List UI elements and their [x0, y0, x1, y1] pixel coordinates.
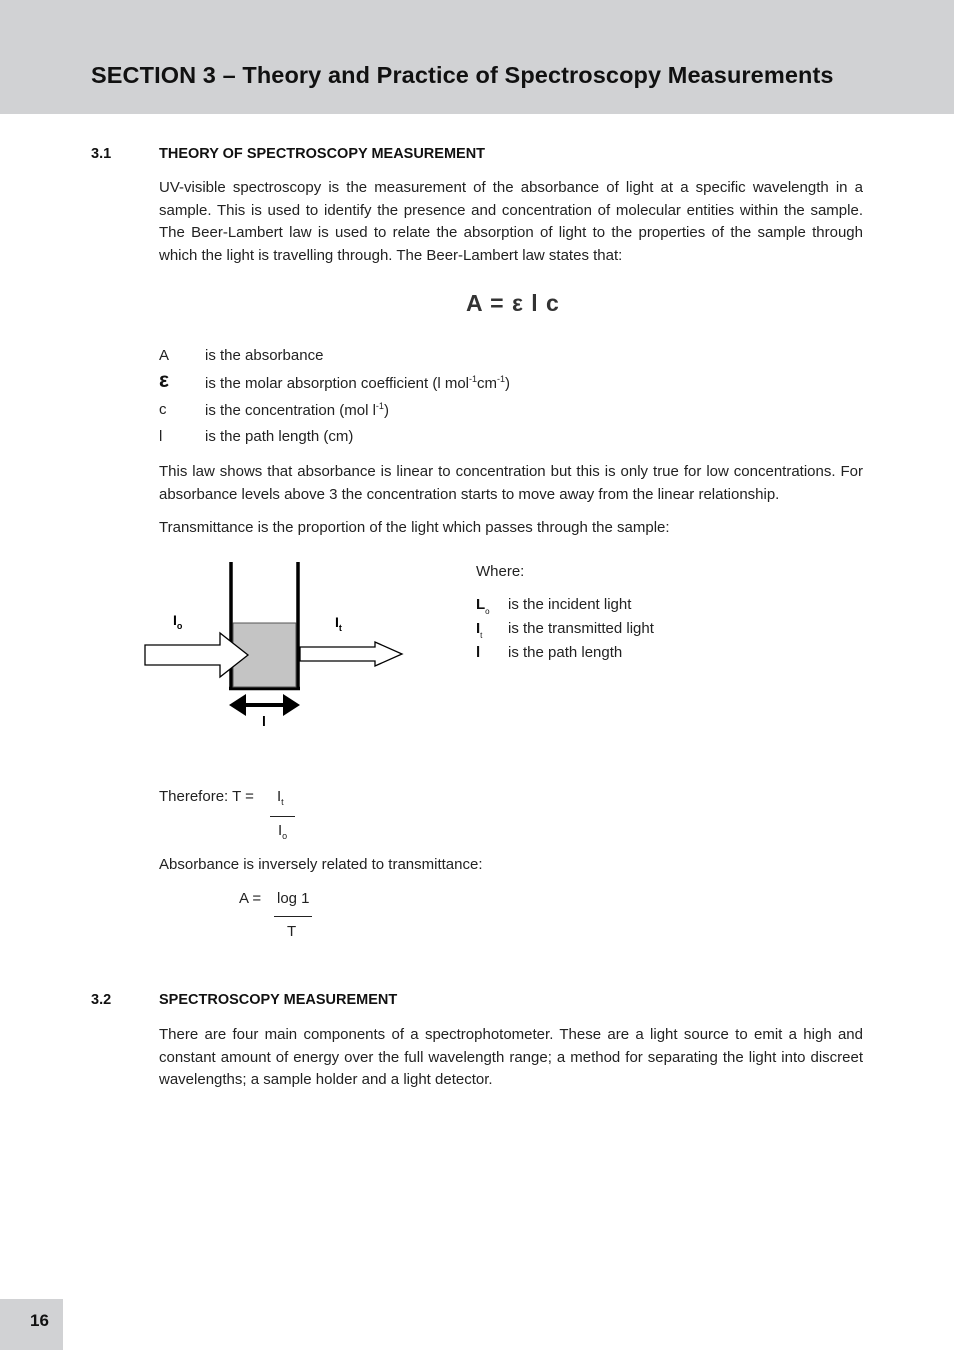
transmittance-denominator: $I_o$ [278, 822, 288, 841]
def-symbol-epsilon: ε [159, 369, 169, 392]
cuvette-diagram [140, 560, 420, 735]
transmittance-fraction-line [270, 816, 295, 817]
transmitted-label: $I_t$ [335, 614, 342, 633]
def-symbol-absorbance: A [159, 347, 170, 364]
beer-lambert-formula: A = ε l c [466, 290, 560, 316]
incident-label: $I_o$ [173, 612, 183, 631]
absorbance-denominator: T [287, 923, 297, 940]
section-3-2-body: There are four main components of a spectrophotometer. These are a light source to emit a high and constant amount of energy over the full wavelength range; a method for separating the light into discreet wavelengths; a sample holder and a light detector. [159, 1026, 863, 1089]
path-length-arrowhead-left [229, 694, 246, 716]
section-3-2-number: 3.2 [91, 992, 112, 1008]
legend-where: Where: [476, 563, 525, 580]
legend-symbol-transmitted: $I_t$ [476, 620, 483, 640]
page-number: 16 [30, 1311, 49, 1330]
def-text-path-length: is the path length (cm) [205, 428, 354, 445]
transmittance-intro: Transmittance is the proportion of the light which passes through the sample: [159, 519, 670, 536]
def-text-concentration: is the concentration (mol $l^{-1}$) [205, 401, 389, 419]
path-length-arrowhead-right [283, 694, 300, 716]
legend-text-incident: is the incident light [508, 596, 632, 613]
def-symbol-path-length: l [159, 428, 163, 445]
absorbance-numerator: log 1 [277, 890, 310, 907]
section-3-1-heading: THEORY OF SPECTROSCOPY MEASUREMENT [159, 146, 486, 162]
section-title: SECTION 3 – Theory and Practice of Spectroscopy Measurements [91, 62, 834, 88]
intro-paragraph: UV-visible spectroscopy is the measurement of the absorbance of light at a specific wavelength in a sample. This is used to identify the presence and concentration of molecular entities within the sample. The Beer-Lambert law is used to relate the absorption of light to the properties of the sample through which the light is travelling through. The Beer-Lambert law states that: [159, 179, 863, 264]
legend-text-path: is the path length [508, 644, 623, 661]
header-band [0, 0, 954, 114]
def-text-molar-coefficient: is the molar absorption coefficient (l $mol^{-1}cm^{-1}$) [205, 374, 511, 392]
linearity-note: This law shows that absorbance is linear to concentration but this is only true for low concentrations. For absorbance levels above 3 the concentration starts to move away from the linear relationship. [159, 463, 863, 503]
section-3-1-number: 3.1 [91, 146, 112, 162]
legend-symbol-incident: $L_o$ [476, 596, 490, 616]
absorbance-intro: Absorbance is inversely related to transmittance: [159, 856, 483, 873]
transmitted-light-arrow [300, 642, 402, 666]
legend-symbol-path: l [476, 644, 481, 661]
transmittance-formula-prefix: Therefore: T = [159, 788, 254, 805]
def-symbol-concentration: c [159, 401, 167, 418]
legend-text-transmitted: is the transmitted light [508, 620, 654, 637]
transmittance-numerator: $I_t$ [277, 788, 284, 807]
absorbance-formula-prefix: A = [239, 890, 262, 907]
section-3-2-heading: SPECTROSCOPY MEASUREMENT [159, 992, 398, 1008]
absorbance-fraction-line [274, 916, 312, 917]
path-length-label: l [262, 713, 266, 729]
def-text-absorbance: is the absorbance [205, 347, 324, 364]
